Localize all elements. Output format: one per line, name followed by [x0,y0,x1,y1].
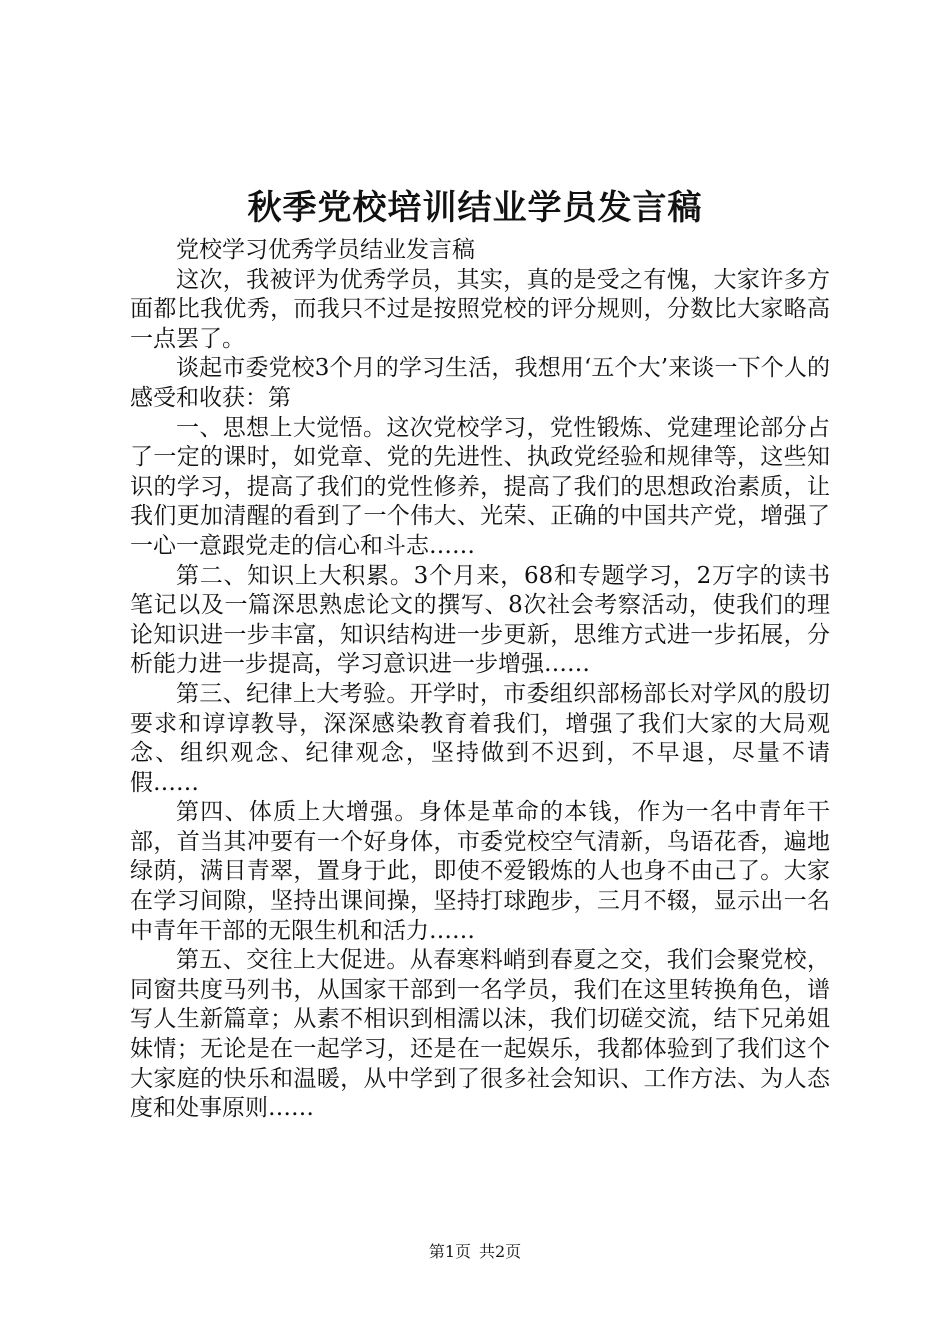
paragraph-point-3: 第三、纪律上大考验。开学时，市委组织部杨部长对学风的殷切要求和谆谆教导，深深感染教育着我们，增强了我们大家的大局观念、组织观念、纪律观念，坚持做到不迟到，不早退，尽量不请假…… [130,680,830,796]
paragraph-point-2: 第二、知识上大积累。3个月来，68和专题学习，2万字的读书笔记以及一篇深思熟虑论文的撰写、8次社会考察活动，使我们的理论知识进一步丰富，知识结构进一步更新，思维方式进一步拓展，分析能力进一步提高，学习意识进一步增强…… [130,562,830,678]
paragraph-point-5: 第五、交往上大促进。从春寒料峭到春夏之交，我们会聚党校，同窗共度马列书，从国家干部到一名学员，我们在这里转换角色，谱写人生新篇章；从素不相识到相濡以沫，我们切磋交流，结下兄弟姐妹情；无论是在一起学习，还是在一起娱乐，我都体验到了我们这个大家庭的快乐和温暖，从中学到了很多社会知识、工作方法、为人态度和处事原则…… [130,947,830,1122]
paragraph-intro: 这次，我被评为优秀学员，其实，真的是受之有愧，大家许多方面都比我优秀，而我只不过是按照党校的评分规则，分数比大家略高一点罢了。 [130,266,830,352]
page-footer [0,1240,950,1264]
paragraph-subtitle: 党校学习优秀学员结业发言稿 [176,237,475,263]
paragraph-overview: 谈起市委党校3个月的学习生活，我想用‘五个大’来谈一下个人的感受和收获：第 [130,355,830,411]
document-body [130,236,830,1124]
page-number: 第1页 [428,1242,471,1261]
document-title: 秋季党校培训结业学员发言稿 [247,188,703,228]
paragraph-point-4: 第四、体质上大增强。身体是革命的本钱，作为一名中青年干部，首当其冲要有一个好身体，市委党校空气清新，鸟语花香，遍地绿荫，满目青翠，置身于此，即使不爱锻炼的人也身不由己了。大家在学习间隙，坚持出课间操，坚持打球跑步，三月不辍，显示出一名中青年干部的无限生机和活力…… [130,799,830,944]
page-total: 共2页 [479,1242,522,1261]
paragraph-point-1: 一、思想上大觉悟。这次党校学习，党性锻炼、党建理论部分占了一定的课时，如党章、党的先进性、执政党经验和规律等，这些知识的学习，提高了我们的党性修养，提高了我们的思想政治素质，让我们更加清醒的看到了一个伟大、光荣、正确的中国共产党，增强了一心一意跟党走的信心和斗志…… [130,414,830,559]
